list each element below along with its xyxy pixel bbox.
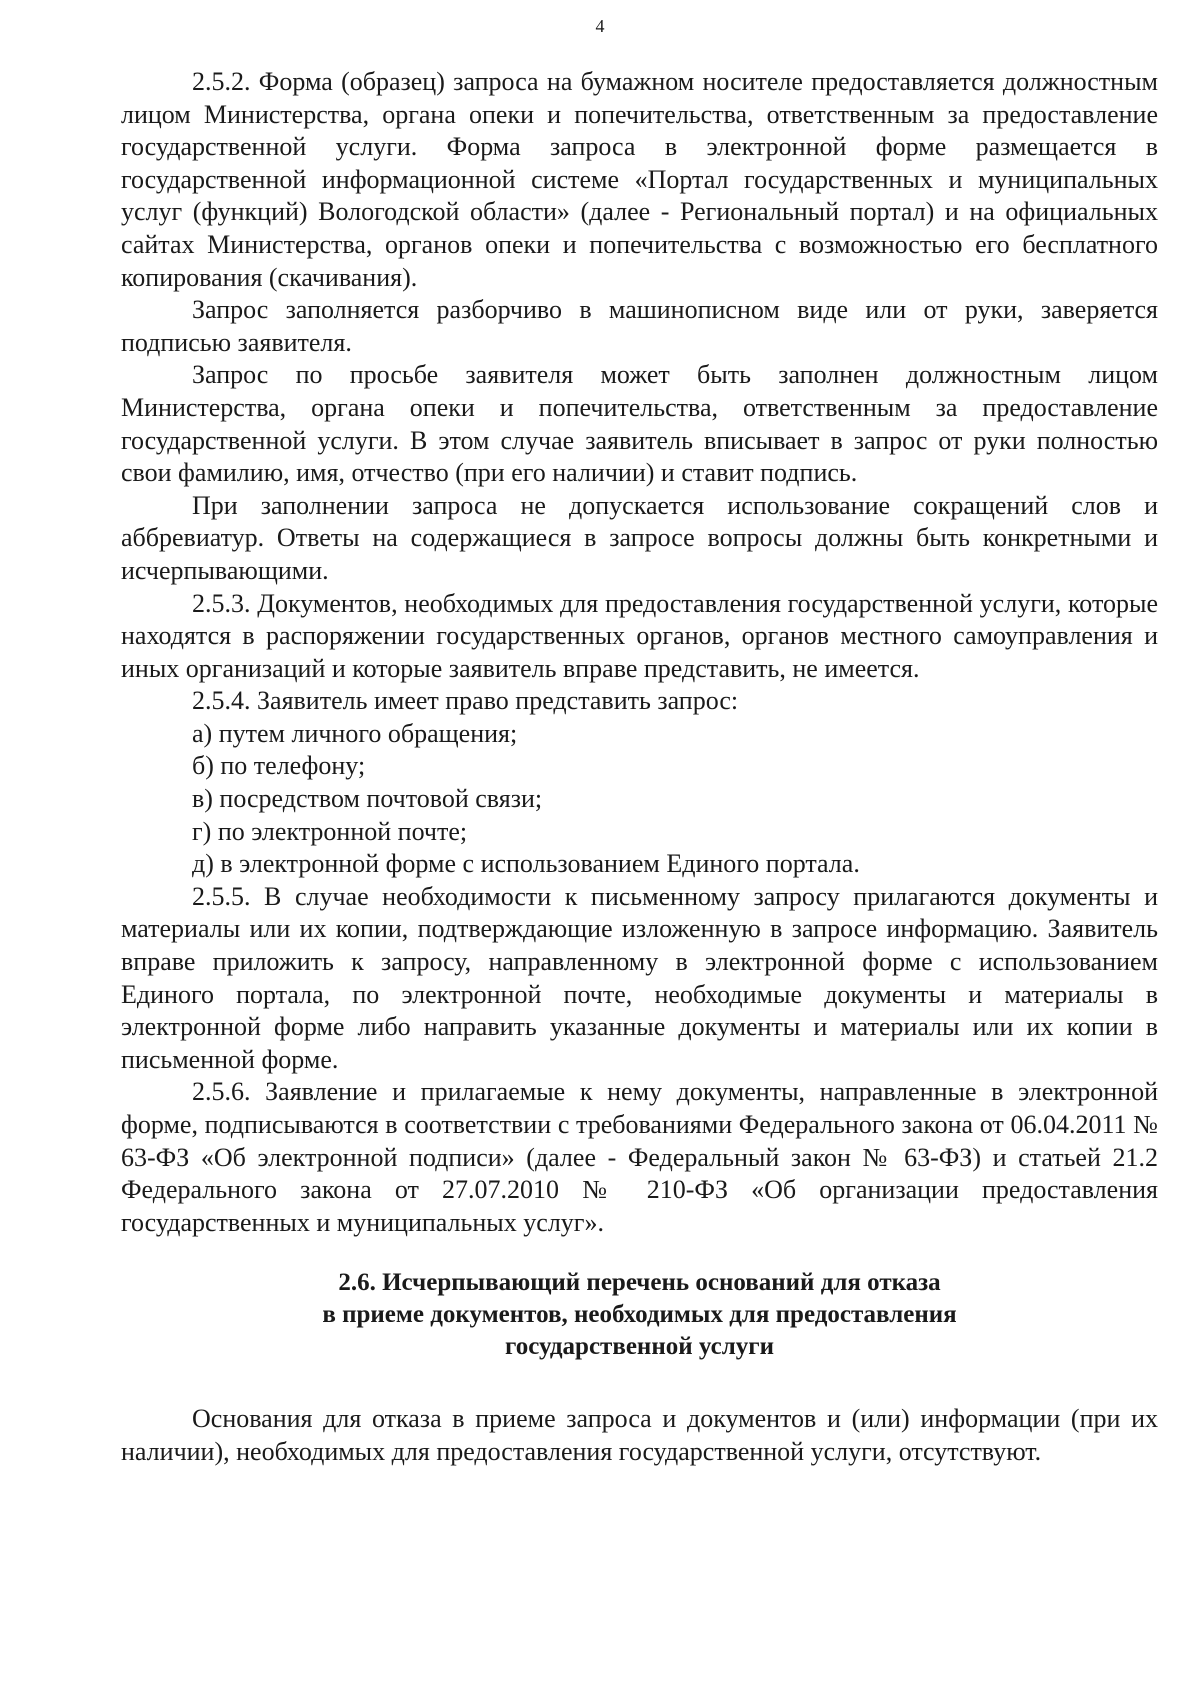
- document-body: [121, 66, 1158, 1469]
- list-item: г) по электронной почте;: [192, 816, 468, 846]
- list-item: а) путем личного обращения;: [192, 718, 518, 748]
- paragraph-2-5-5: 2.5.5. В случае необходимости к письменному запросу прилагаются документы и материалы или их копии, подтверждающие изложенную в запросе информацию. Заявитель вправе приложить к запросу, направленному в электронной форме с использованием Единого портала, по электронной почте, необходимые документы и материалы в электронной форме либо направить указанные документы и материалы или их копии в письменной форме.: [121, 881, 1158, 1074]
- paragraph-no-abbreviations: При заполнении запроса не допускается использование сокращений слов и аббревиатур. Ответы на содержащиеся в запросе вопросы должны быть конкретными и исчерпывающими.: [121, 490, 1158, 585]
- paragraph-2-5-6: 2.5.6. Заявление и прилагаемые к нему документы, направленные в электронной форме, подписываются в соответствии с требованиями Федерального закона от 06.04.2011 № 63-ФЗ «Об электронной подписи» (далее - Федеральный закон № 63-ФЗ) и статьей 21.2 Федерального закона от 27.07.2010 № 210-ФЗ «Об организации предоставления государственных и муниципальных услуг».: [121, 1077, 1158, 1237]
- section-heading-line: государственной услуги: [504, 1333, 775, 1361]
- paragraph-2-5-3: 2.5.3. Документов, необходимых для предоставления государственной услуги, которые находятся в распоряжении государственных органов, органов местного самоуправления и иных организаций и которые заявитель вправе представить, не имеется.: [121, 588, 1158, 683]
- page-number: 4: [595, 16, 605, 36]
- section-heading-2-6: [121, 1267, 1158, 1363]
- paragraph-no-refusal-grounds: Основания для отказа в приеме запроса и документов и (или) информации (при их наличии), необходимых для предоставления государственной услуги, отсутствуют.: [121, 1404, 1158, 1466]
- list-item: в) посредством почтовой связи;: [192, 784, 543, 814]
- paragraph-request-filling: Запрос заполняется разборчиво в машинописном виде или от руки, заверяется подписью заявителя.: [121, 295, 1158, 357]
- paragraph-2-5-2: 2.5.2. Форма (образец) запроса на бумажном носителе предоставляется должностным лицом Министерства, органа опеки и попечительства, ответственным за предоставление государственной услуги. Форма запроса в электронной форме размещается в государственной информационной системе «Портал государственных и муниципальных услуг (функций) Вологодской области» (далее - Региональный портал) и на официальных сайтах Министерства, органов опеки и попечительства с возможностью его бесплатного копирования (скачивания).: [121, 67, 1158, 292]
- paragraph-2-5-4: 2.5.4. Заявитель имеет право представить запрос:: [192, 686, 739, 716]
- section-heading-line: в приеме документов, необходимых для предоставления: [322, 1301, 957, 1329]
- list-item: д) в электронной форме с использованием Единого портала.: [192, 849, 860, 879]
- paragraph-request-by-official: Запрос по просьбе заявителя может быть заполнен должностным лицом Министерства, органа опеки и попечительства, ответственным за предоставление государственной услуги. В этом случае заявитель вписывает в запрос от руки полностью свои фамилию, имя, отчество (при его наличии) и ставит подпись.: [121, 360, 1158, 488]
- section-heading-line: 2.6. Исчерпывающий перечень оснований для отказа: [338, 1269, 941, 1297]
- list-item: б) по телефону;: [192, 751, 366, 781]
